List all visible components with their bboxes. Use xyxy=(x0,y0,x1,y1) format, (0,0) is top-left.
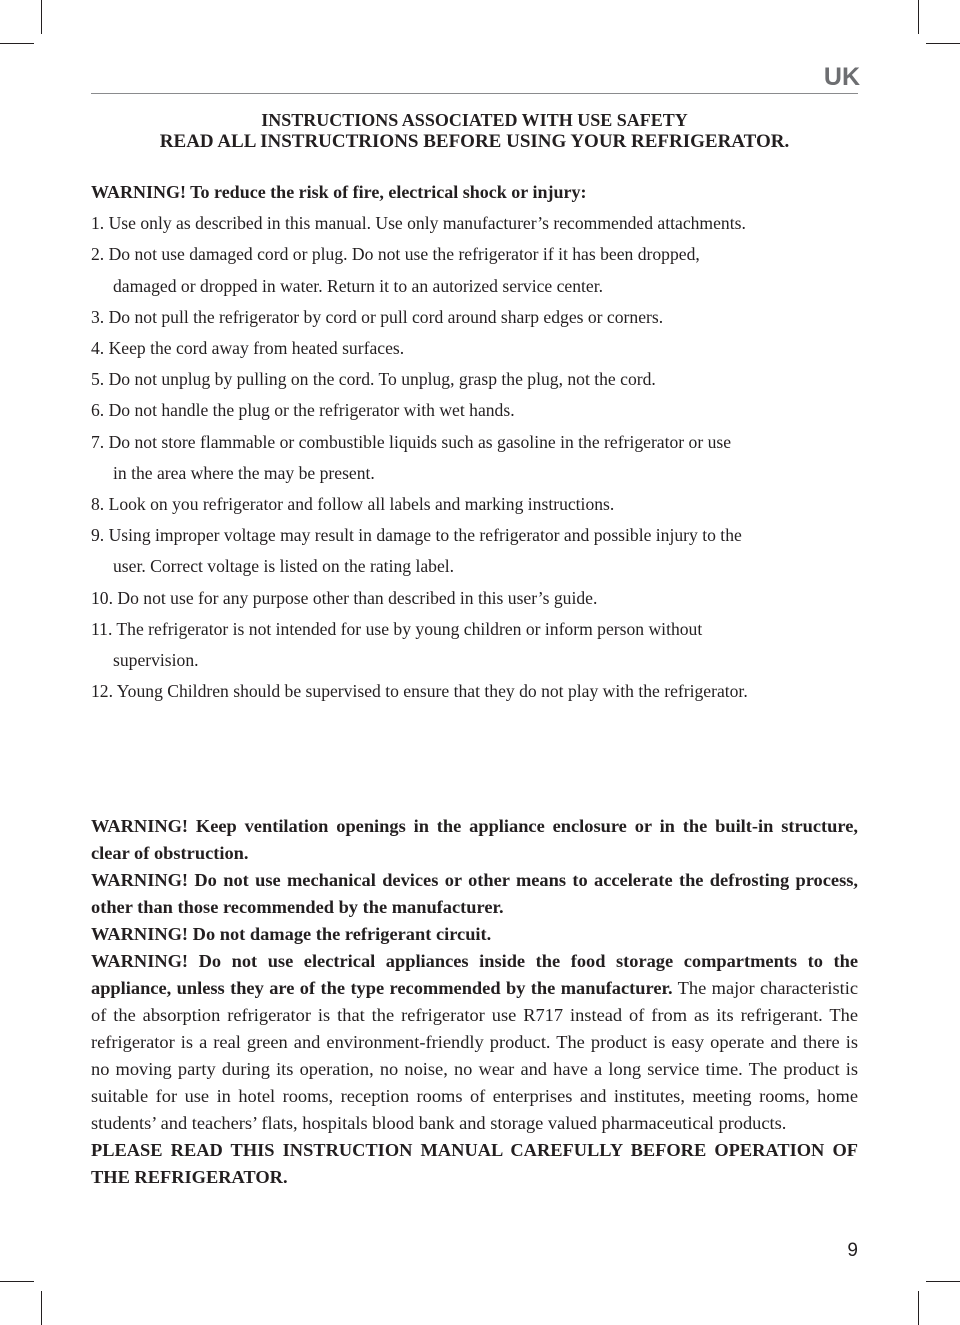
description-text: The major characteristic of the absorption refrigerator is that the refrigerator use R717 instead of from as its refrigerant. The refrigerator is a real green and environment-friendly product. The product is easy operate and there is no moving party during its operation, no noise, no wear and have a long service time. The product is suitable for use in hotel rooms, reception rooms of enterprises and institutes, meeting rooms, home students’ and teachers’ flats, hospitals blood bank and storage valued pharmaceutical products. xyxy=(91,978,858,1133)
crop-mark xyxy=(0,1281,34,1282)
list-item xyxy=(91,395,861,426)
list-item xyxy=(91,520,861,582)
list-item xyxy=(91,427,861,489)
warning-paragraph: WARNING! Do not use mechanical devices or other means to accelerate the defrosting process, other than those recommended by the manufacturer. xyxy=(91,870,858,917)
closing-paragraph: PLEASE READ THIS INSTRUCTION MANUAL CAREFULLY BEFORE OPERATION OF THE REFRIGERATOR. xyxy=(91,1140,858,1187)
crop-mark xyxy=(918,1291,919,1325)
crop-mark xyxy=(918,0,919,34)
list-item xyxy=(91,614,861,676)
description-paragraph xyxy=(91,948,858,1137)
crop-mark xyxy=(926,43,960,44)
list-item-text: 8. Look on you refrigerator and follow all labels and marking instructions. xyxy=(91,494,615,515)
list-item xyxy=(91,364,861,395)
crop-mark xyxy=(41,0,42,34)
crop-mark xyxy=(926,1281,960,1282)
warning-paragraph: WARNING! Keep ventilation openings in the appliance enclosure or in the built-in structure, clear of obstruction. xyxy=(91,816,858,863)
list-item xyxy=(91,239,861,301)
list-item-continuation: user. Correct voltage is listed on the rating label. xyxy=(113,556,455,577)
list-item xyxy=(91,583,861,614)
crop-mark xyxy=(41,1291,42,1325)
instruction-list xyxy=(91,208,861,707)
page-title: INSTRUCTIONS ASSOCIATED WITH USE SAFETY xyxy=(261,110,688,130)
header-rule xyxy=(91,93,858,94)
warnings-section xyxy=(91,813,858,1191)
list-item-text: 10. Do not use for any purpose other than described in this user’s guide. xyxy=(91,587,598,608)
list-item xyxy=(91,676,861,707)
list-item-text: 5. Do not unplug by pulling on the cord. To unplug, grasp the plug, not the cord. xyxy=(91,369,656,390)
list-item-text: 7. Do not store flammable or combustible liquids such as gasoline in the refrigerator or use xyxy=(91,431,732,452)
list-item-text: 3. Do not pull the refrigerator by cord or pull cord around sharp edges or corners. xyxy=(91,306,664,327)
warning-paragraph: WARNING! Do not damage the refrigerant circuit. xyxy=(91,924,492,944)
list-item xyxy=(91,489,861,520)
list-item xyxy=(91,302,861,333)
warning-text: WARNING! Do not use electrical appliances inside the food storage compartments to the appliance, unless they are of the type recommended by the manufacturer. xyxy=(91,951,858,998)
safety-instructions xyxy=(91,177,861,707)
list-item xyxy=(91,333,861,364)
language-label: UK xyxy=(823,63,860,91)
page-subtitle: READ ALL INSTRUCTRIONS BEFORE USING YOUR REFRIGERATOR. xyxy=(159,131,790,152)
list-item-text: 12. Young Children should be supervised to ensure that they do not play with the refrigerator. xyxy=(91,681,748,702)
list-item-text: 2. Do not use damaged cord or plug. Do not use the refrigerator if it has been dropped, xyxy=(91,244,700,265)
list-item-text: 4. Keep the cord away from heated surfaces. xyxy=(91,338,405,359)
warning-intro: WARNING! To reduce the risk of fire, electrical shock or injury: xyxy=(91,182,587,202)
crop-mark xyxy=(0,43,34,44)
list-item-text: 1. Use only as described in this manual. Use only manufacturer’s recommended attachments. xyxy=(91,213,746,234)
list-item-text: 11. The refrigerator is not intended for use by young children or inform person without xyxy=(91,618,703,639)
list-item xyxy=(91,208,861,239)
page-number: 9 xyxy=(847,1240,858,1261)
list-item-text: 9. Using improper voltage may result in damage to the refrigerator and possible injury to the xyxy=(91,525,742,546)
list-item-continuation: in the area where the may be present. xyxy=(113,462,375,483)
list-item-text: 6. Do not handle the plug or the refrigerator with wet hands. xyxy=(91,400,515,421)
list-item-continuation: damaged or dropped in water. Return it to an autorized service center. xyxy=(113,275,603,296)
list-item-continuation: supervision. xyxy=(113,650,199,671)
